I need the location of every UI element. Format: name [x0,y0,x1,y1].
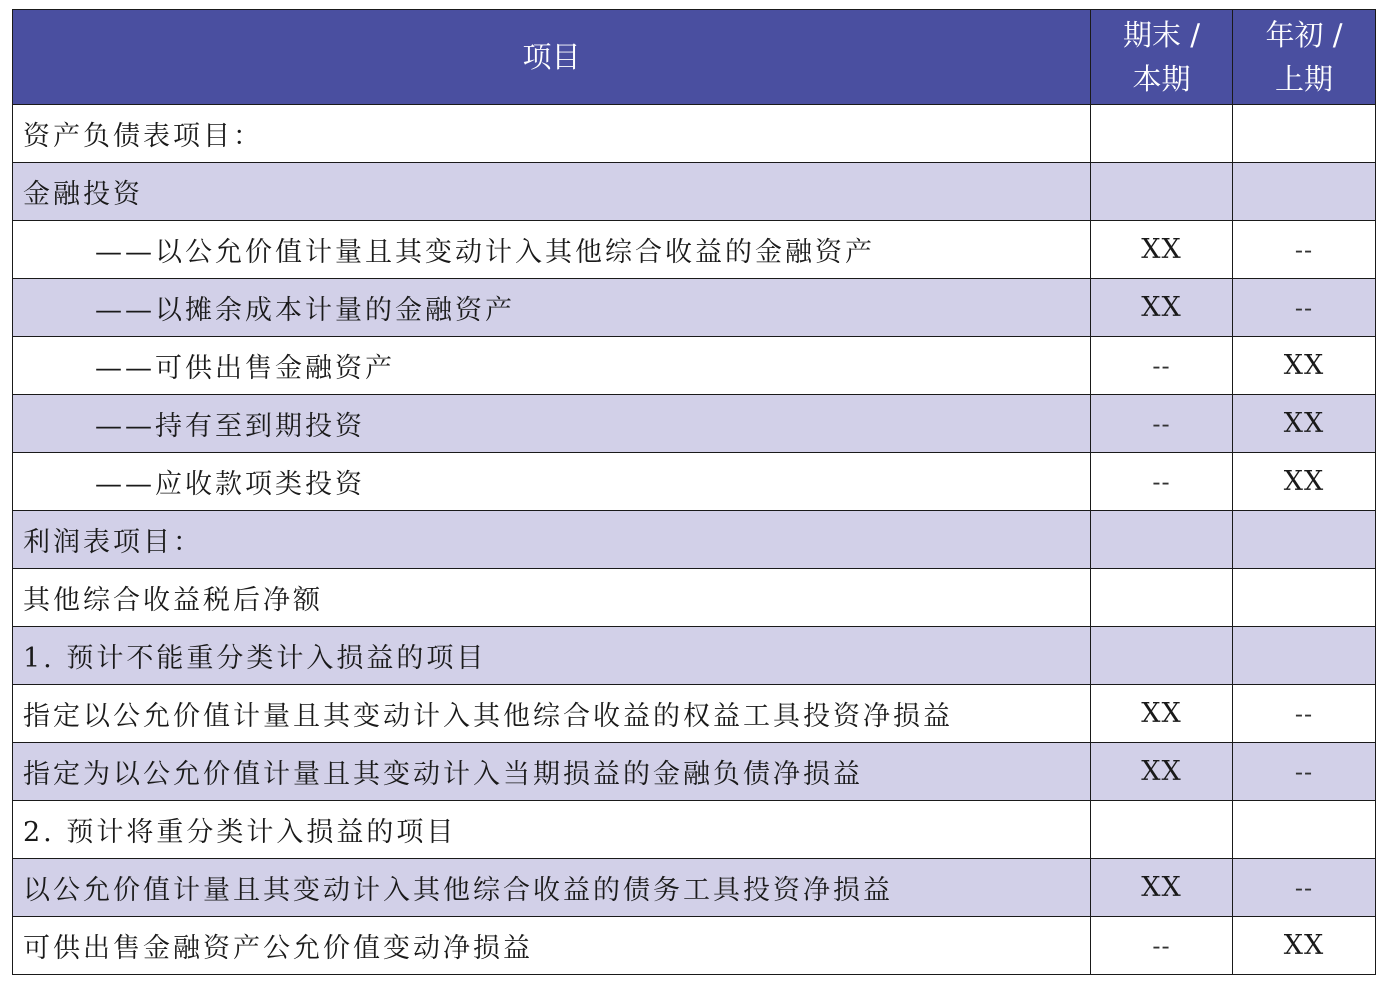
row-item: ——应收款项类投资 [13,453,1091,511]
table-row [13,917,1376,975]
row-item: 资产负债表项目： [13,105,1091,163]
financial-statement-table [12,9,1376,975]
header-item: 项目 [13,10,1091,105]
table-row [13,453,1376,511]
row-prior: XX [1233,453,1376,511]
row-item: 以公允价值计量且其变动计入其他综合收益的债务工具投资净损益 [13,859,1091,917]
table-row [13,801,1376,859]
row-item: 可供出售金融资产公允价值变动净损益 [13,917,1091,975]
row-current: -- [1091,453,1233,511]
row-current: XX [1091,685,1233,743]
header-prior-period [1233,10,1376,105]
header-current-line2: 本期 [1132,62,1191,96]
row-current: -- [1091,395,1233,453]
row-prior [1233,569,1376,627]
table-row [13,569,1376,627]
row-current [1091,627,1233,685]
row-item: ——以公允价值计量且其变动计入其他综合收益的金融资产 [13,221,1091,279]
row-item: 指定为以公允价值计量且其变动计入当期损益的金融负债净损益 [13,743,1091,801]
row-prior [1233,627,1376,685]
row-item: 指定以公允价值计量且其变动计入其他综合收益的权益工具投资净损益 [13,685,1091,743]
row-prior: XX [1233,917,1376,975]
table-row [13,279,1376,337]
row-current: XX [1091,859,1233,917]
table-row [13,685,1376,743]
row-current: -- [1091,337,1233,395]
row-item: 2. 预计将重分类计入损益的项目 [13,801,1091,859]
header-prior-line2: 上期 [1274,62,1333,96]
row-prior: -- [1233,859,1376,917]
table-header-row [13,10,1376,105]
row-item: 金融投资 [13,163,1091,221]
row-prior [1233,511,1376,569]
row-current: XX [1091,743,1233,801]
table-row [13,221,1376,279]
row-prior [1233,801,1376,859]
header-prior-line1: 年初 / [1265,18,1343,52]
row-current [1091,511,1233,569]
table-row [13,395,1376,453]
row-item: ——持有至到期投资 [13,395,1091,453]
row-prior: XX [1233,337,1376,395]
row-item: 利润表项目： [13,511,1091,569]
row-current [1091,105,1233,163]
header-current-line1: 期末 / [1123,18,1200,52]
row-item: 1. 预计不能重分类计入损益的项目 [13,627,1091,685]
table-row [13,627,1376,685]
row-item: ——可供出售金融资产 [13,337,1091,395]
row-current [1091,163,1233,221]
table-row [13,859,1376,917]
table-row [13,743,1376,801]
table-row [13,163,1376,221]
row-item: ——以摊余成本计量的金融资产 [13,279,1091,337]
row-prior: -- [1233,221,1376,279]
row-current: -- [1091,917,1233,975]
row-prior [1233,105,1376,163]
table-row [13,105,1376,163]
table-row [13,511,1376,569]
table-row [13,337,1376,395]
header-current-period [1091,10,1233,105]
row-current: XX [1091,279,1233,337]
row-prior [1233,163,1376,221]
row-prior: XX [1233,395,1376,453]
row-prior: -- [1233,743,1376,801]
row-prior: -- [1233,685,1376,743]
row-item: 其他综合收益税后净额 [13,569,1091,627]
row-prior: -- [1233,279,1376,337]
row-current [1091,801,1233,859]
row-current: XX [1091,221,1233,279]
row-current [1091,569,1233,627]
